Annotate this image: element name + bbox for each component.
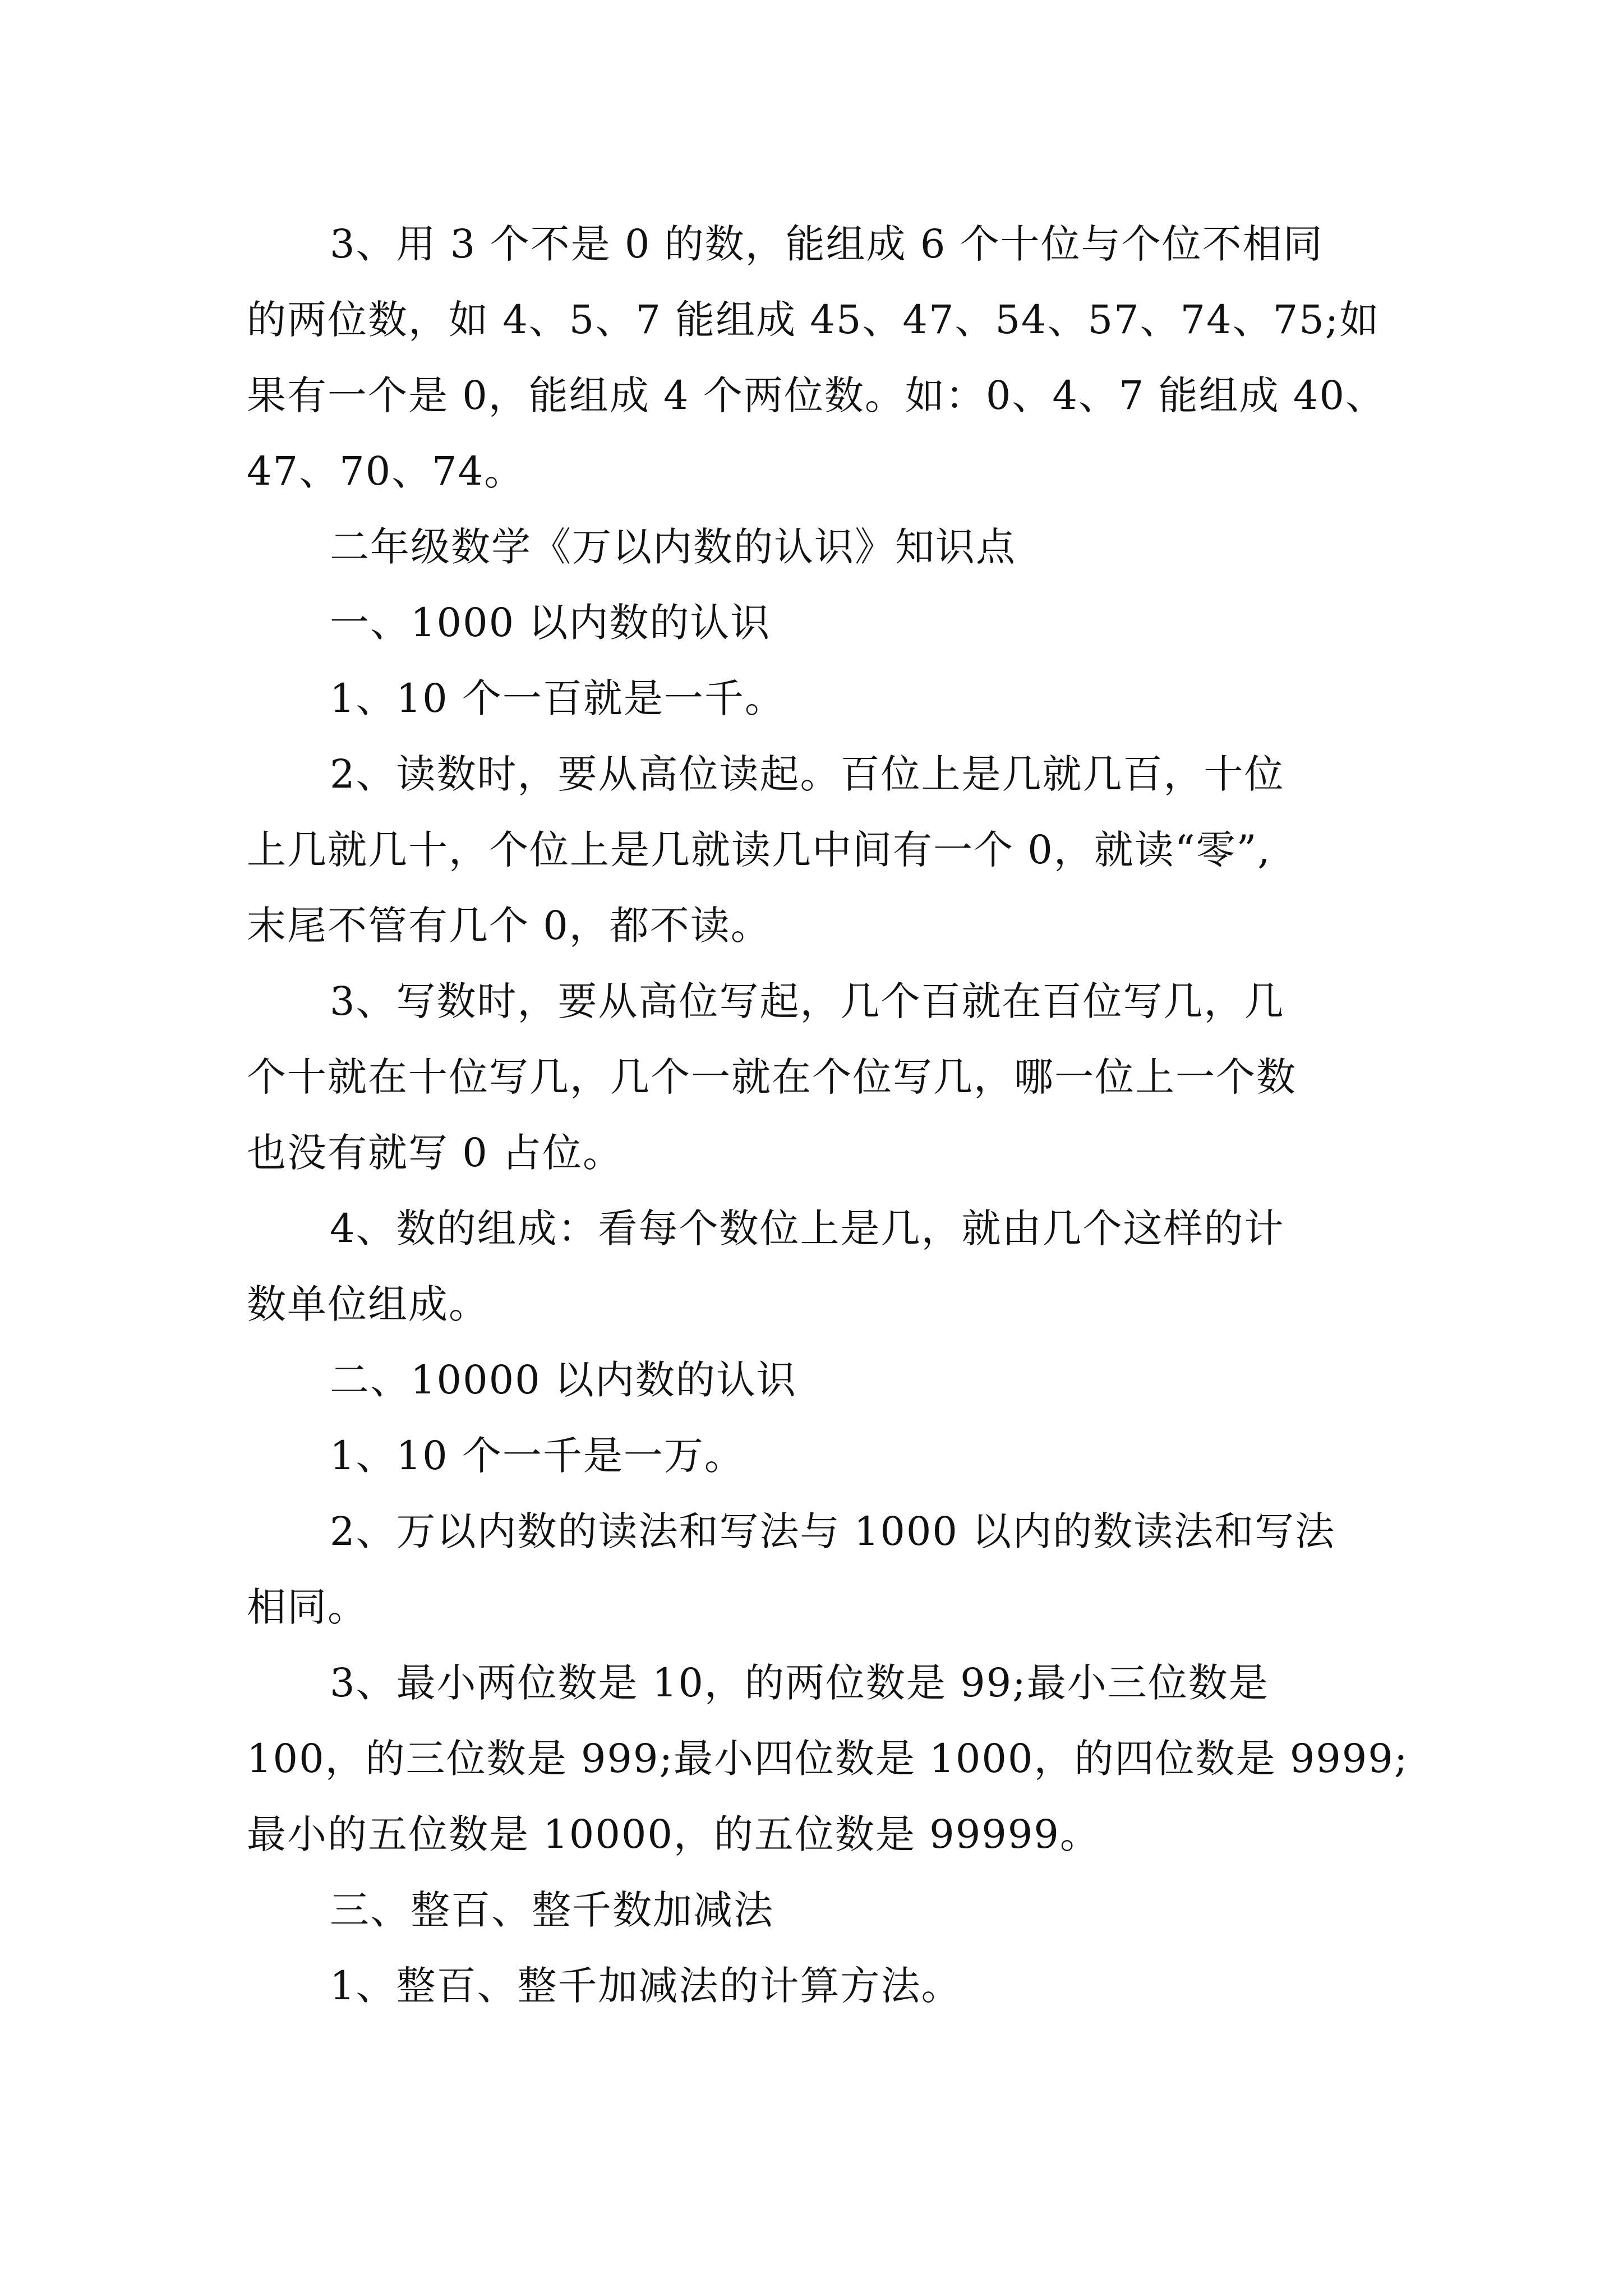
text-line-10: 末尾不管有几个 0，都不读。 [247,903,771,949]
text-line-1: 3、用 3 个不是 0 的数，能组成 6 个十位与个位不相同 [330,221,1324,267]
text-line-3: 果有一个是 0，能组成 4 个两位数。如：0、4、7 能组成 40、 [247,372,1386,418]
text-line-7: 1、10 个一百就是一千。 [330,675,785,721]
text-line-19: 相同。 [247,1584,368,1630]
heading-whole-numbers: 三、整百、整千数加减法 [330,1887,774,1933]
text-line-4: 47、70、74。 [247,448,525,494]
text-line-9: 上几就几十，个位上是几就读几中间有一个 0，就读“零”, [247,827,1271,873]
text-line-17: 1、10 个一千是一万。 [330,1433,745,1479]
text-line-14: 4、数的组成：看每个数位上是几，就由几个这样的计 [330,1205,1285,1251]
text-line-22: 最小的五位数是 10000，的五位数是 99999。 [247,1811,1100,1857]
text-line-20: 3、最小两位数是 10，的两位数是 99;最小三位数是 [330,1660,1269,1706]
text-line-11: 3、写数时，要从高位写起，几个百就在百位写几，几 [330,978,1285,1024]
text-line-18: 2、万以内数的读法和写法与 1000 以内的数读法和写法 [330,1508,1336,1554]
heading-1000: 一、1000 以内数的认识 [330,600,771,646]
text-line-24: 1、整百、整千加减法的计算方法。 [330,1963,962,2009]
text-line-12: 个十就在十位写几，几个一就在个位写几，哪一位上一个数 [247,1054,1297,1100]
text-line-15: 数单位组成。 [247,1281,489,1327]
text-line-13: 也没有就写 0 占位。 [247,1130,624,1176]
text-line-8: 2、读数时，要从高位读起。百位上是几就几百，十位 [330,751,1285,797]
heading-10000: 二、10000 以内数的认识 [330,1357,797,1403]
text-line-21: 100，的三位数是 999;最小四位数是 1000，的四位数是 9999; [247,1736,1409,1782]
section-title: 二年级数学《万以内数的认识》知识点 [330,524,1016,570]
text-line-2: 的两位数，如 4、5、7 能组成 45、47、54、57、74、75;如 [247,297,1380,343]
